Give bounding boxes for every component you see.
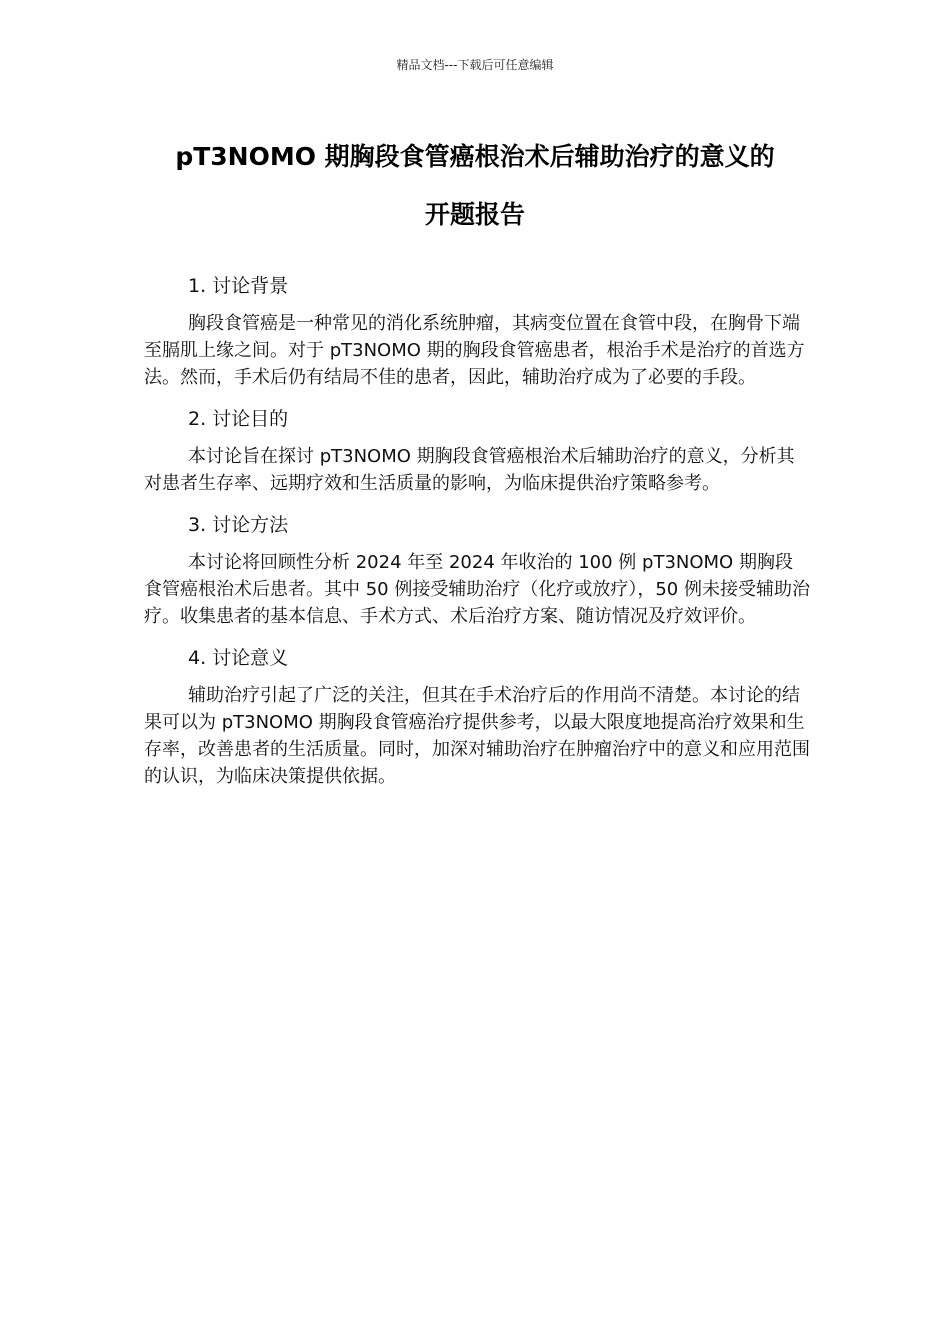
section-purpose [144, 405, 810, 497]
section-method [144, 511, 810, 630]
document-title-line-2: 开题报告 [424, 200, 525, 229]
document-title [130, 128, 820, 244]
document-title-line-1: pT3NOMO 期胸段食管癌根治术后辅助治疗的意义的 [175, 142, 775, 171]
section-heading: 1. 讨论背景 [188, 275, 289, 297]
section-heading: 3. 讨论方法 [188, 514, 289, 536]
section-heading: 4. 讨论意义 [188, 647, 289, 669]
section-significance [144, 644, 810, 790]
section-paragraph: 本讨论将回顾性分析 2024 年至 2024 年收治的 100 例 pT3NOMO 期胸段食管癌根治术后患者。其中 50 例接受辅助治疗（化疗或放疗），50 例未接受辅助治疗。收集患者的基本信息、手术方式、术后治疗方案、随访情况及疗效评价。 [144, 552, 810, 627]
page-header: 精品文档---下载后可任意编辑 [396, 58, 554, 72]
section-heading: 2. 讨论目的 [188, 408, 289, 430]
section-paragraph: 本讨论旨在探讨 pT3NOMO 期胸段食管癌根治术后辅助治疗的意义，分析其对患者生存率、远期疗效和生活质量的影响，为临床提供治疗策略参考。 [144, 446, 795, 494]
section-paragraph: 辅助治疗引起了广泛的关注，但其在手术治疗后的作用尚不清楚。本讨论的结果可以为 pT3NOMO 期胸段食管癌治疗提供参考，以最大限度地提高治疗效果和生存率，改善患者的生活质量。同时，加深对辅助治疗在肿瘤治疗中的意义和应用范围的认识，为临床决策提供依据。 [144, 685, 810, 787]
document-body [144, 272, 810, 804]
section-background [144, 272, 810, 391]
section-paragraph: 胸段食管癌是一种常见的消化系统肿瘤，其病变位置在食管中段，在胸骨下端至膈肌上缘之间。对于 pT3NOMO 期的胸段食管癌患者，根治手术是治疗的首选方法。然而，手术后仍有结局不佳的患者，因此，辅助治疗成为了必要的手段。 [144, 313, 805, 388]
